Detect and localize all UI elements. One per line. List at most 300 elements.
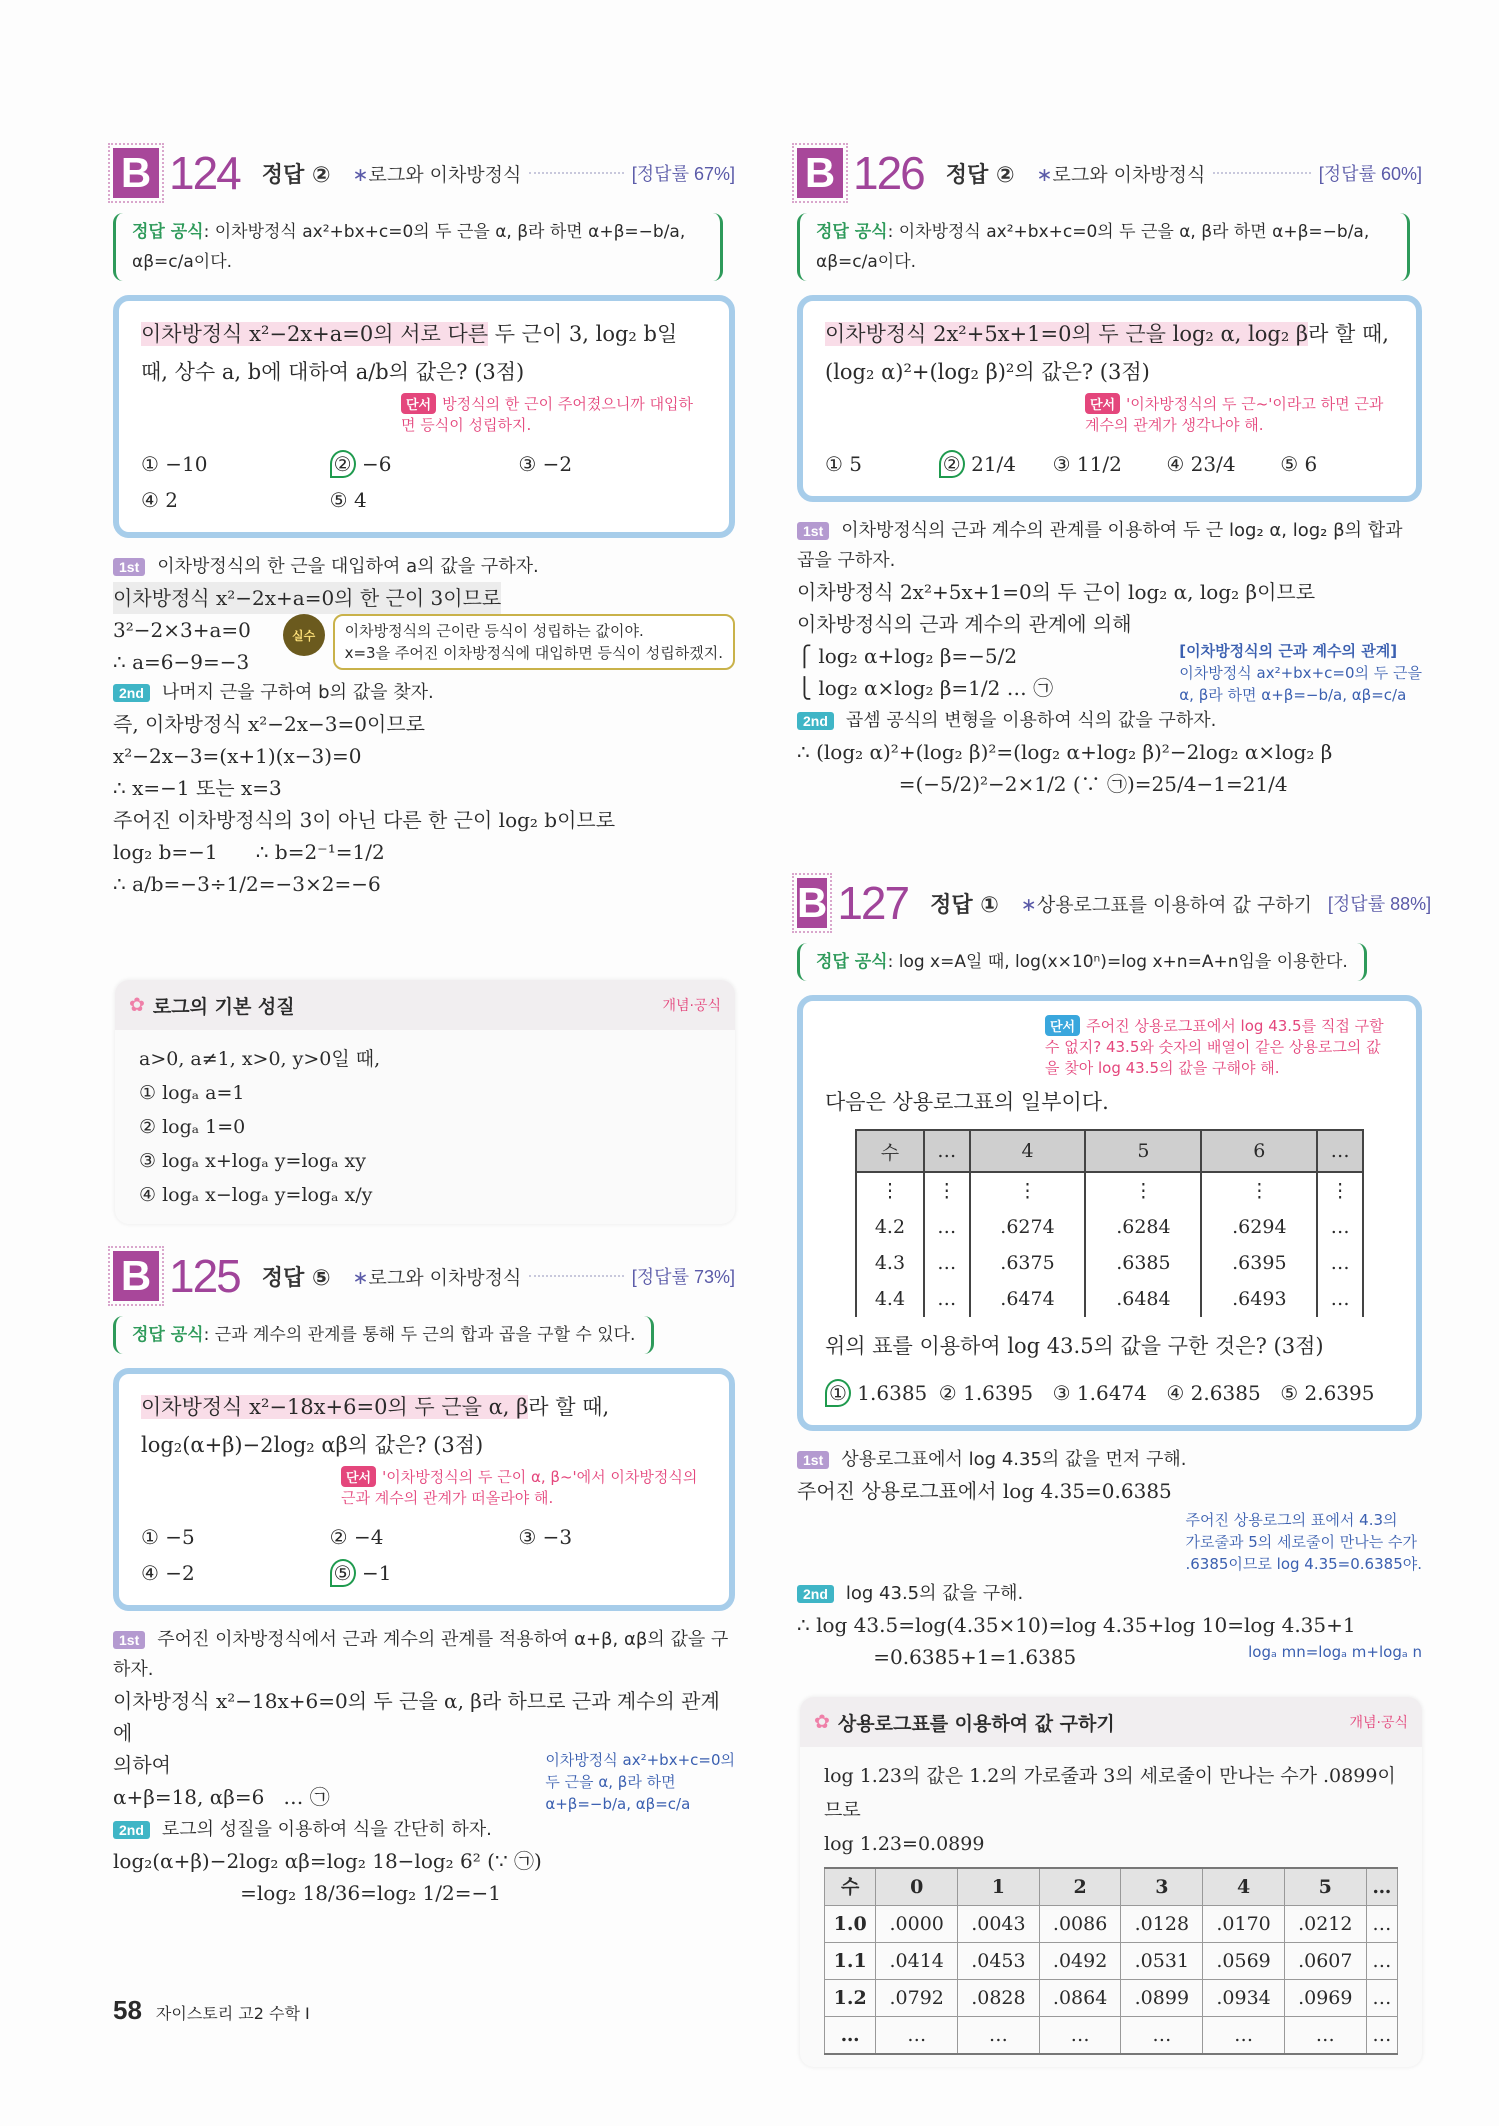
concept-box-common-log-table: [800, 1697, 1422, 2067]
hint-tag: 단서: [1045, 1015, 1080, 1036]
table-cell: .0828: [958, 1980, 1040, 2017]
table-cell: ⋮: [924, 1172, 970, 1209]
side-row: [113, 1749, 735, 1815]
solution-line: 즉, 이차방정식 x²−2x−3=0이므로: [113, 712, 425, 736]
choice-value: −10: [158, 452, 208, 476]
log-table-wrap: [855, 1129, 1364, 1317]
table-row: [856, 1281, 1363, 1317]
choices: [141, 446, 707, 518]
concept-header: [115, 980, 735, 1030]
mistake-callout-wrap: [265, 614, 735, 670]
table-cell: …: [825, 2017, 876, 2055]
correct-rate: [정답률 67%]: [631, 164, 735, 184]
choice-value: 4: [347, 488, 367, 512]
table-cell: 1.1: [825, 1943, 876, 1980]
table-cell: …: [1366, 1980, 1397, 2017]
concept-line: log 1.23의 값은 1.2의 가로줄과 3의 세로줄이 만나는 수가 .0899이므로: [824, 1765, 1396, 1821]
table-row: [856, 1209, 1363, 1245]
dotted-leader: [529, 172, 623, 174]
answer-value: ⑤: [311, 1265, 331, 1291]
table-cell: 4.4: [856, 1281, 924, 1317]
solution-line: 이차방정식 2x²+5x+1=0의 두 근이 log₂ α, log₂ β이므로: [797, 580, 1316, 604]
table-header-cell: 5: [1284, 1868, 1366, 1906]
table-cell: .6375: [970, 1245, 1086, 1281]
answer-value: ②: [995, 162, 1015, 188]
choice-value: −5: [158, 1525, 195, 1549]
formula-label: 정답 공식: [132, 1325, 204, 1345]
hint: [1045, 1015, 1394, 1079]
answer-label-text: 정답: [930, 892, 973, 918]
table-header-cell: 2: [1039, 1868, 1121, 1906]
hint: [1085, 393, 1394, 436]
side-row: [113, 614, 735, 678]
side-note-log-rule: [1248, 1641, 1422, 1663]
table-header-row: [856, 1130, 1363, 1172]
choice-value: 6: [1298, 452, 1318, 476]
formula-label: 정답 공식: [816, 952, 888, 972]
concept-body: [800, 1747, 1422, 2067]
choice-option[interactable]: [1166, 1375, 1280, 1411]
table-cell: .6284: [1085, 1209, 1201, 1245]
side-row-lines: [113, 1749, 330, 1813]
choice-value: 21/4: [964, 452, 1017, 476]
asterisk-icon: ∗: [1020, 893, 1037, 916]
question-text: [141, 1388, 707, 1464]
choice-value: 23/4: [1184, 452, 1236, 476]
choice-option[interactable]: [518, 1519, 707, 1555]
step-heading: [113, 1625, 735, 1685]
choice-value: −1: [355, 1561, 392, 1585]
choice-number: ⑤: [1280, 452, 1299, 476]
table-row: [825, 2017, 1398, 2055]
choice-number: ②: [329, 1525, 348, 1549]
topic-text: 로그와 이차방정식: [368, 163, 522, 186]
hint-text: 주어진 상용로그표에서 log 43.5를 직접 구할 수 없지? 43.5와 숫자의 배열이 같은 상용로그의 값을 찾아 log 43.5의 값을 구해야 해.: [1045, 1017, 1384, 1077]
choice-value: 2: [158, 488, 179, 512]
choices: [825, 1375, 1394, 1411]
step-title: 주어진 이차방정식에서 근과 계수의 관계를 적용하여 α+β, αβ의 값을 구하자.: [113, 1629, 729, 1680]
table-cell: …: [924, 1245, 970, 1281]
side-row: [797, 640, 1422, 706]
step-tag: 1st: [113, 1631, 145, 1649]
table-cell: 4.3: [856, 1245, 924, 1281]
solution-line: ∴ a=6−9=−3: [113, 650, 250, 674]
solution-line: ⎩ log₂ α×log₂ β=1/2 … ㉠: [797, 676, 1054, 700]
asterisk-icon: ∗: [352, 163, 369, 186]
table-row: [825, 1980, 1398, 2017]
step-heading: [113, 678, 735, 708]
choice-number: ⑤: [330, 1559, 356, 1587]
problem-124: [113, 145, 735, 900]
solution-line: log₂(α+β)−2log₂ αβ=log₂ 18−log₂ 6² (∵ ㉠): [113, 1849, 542, 1873]
table-header-cell: 5: [1085, 1130, 1201, 1172]
table-row: [825, 1906, 1398, 1943]
step-tag: 2nd: [113, 1821, 150, 1839]
table-cell: .0000: [876, 1906, 958, 1943]
answer-formula: [113, 213, 723, 281]
choice-value: 5: [842, 452, 863, 476]
topic-text: 로그와 이차방정식: [368, 1266, 522, 1289]
answer-label-text: 정답: [261, 162, 305, 188]
table-header-cell: 4: [1203, 1868, 1285, 1906]
side-note-text: 이차방정식 ax²+bx+c=0의 두 근을 α, β라 하면 α+β=−b/a, αβ=c/a: [1179, 664, 1422, 704]
step-tag: 2nd: [797, 712, 834, 730]
side-row: [797, 1641, 1422, 1673]
step-heading: [797, 516, 1422, 576]
answer-label-text: 정답: [261, 1265, 305, 1291]
side-note: [1185, 1509, 1422, 1575]
table-header-cell: 수: [856, 1130, 924, 1172]
table-header-cell: 4: [970, 1130, 1086, 1172]
table-cell: .0899: [1121, 1980, 1203, 2017]
flower-icon: ✿: [129, 994, 145, 1016]
solution-line: ∴ log 43.5=log(4.35×10)=log 4.35+log 10=log 4.35+1: [797, 1613, 1356, 1637]
table-cell: .6484: [1085, 1281, 1201, 1317]
table-cell: .0934: [1203, 1980, 1285, 2017]
solution-line: α+β=18, αβ=6 … ㉠: [113, 1785, 330, 1809]
question-intro: 다음은 상용로그표의 일부이다.: [825, 1090, 1109, 1114]
hint-text: 방정식의 한 근이 주어졌으니까 대입하면 등식이 성립하지.: [401, 395, 694, 434]
table-row: [856, 1172, 1363, 1209]
choice-option[interactable]: [330, 1519, 519, 1555]
table-header-cell: 0: [876, 1868, 958, 1906]
formula-label: 정답 공식: [132, 222, 204, 242]
table-cell: .0531: [1121, 1943, 1203, 1980]
table-cell: .0043: [958, 1906, 1040, 1943]
hint: [341, 1466, 707, 1509]
table-cell: ⋮: [1317, 1172, 1363, 1209]
solution-line: 의하여: [113, 1753, 171, 1777]
solution-line: =0.6385+1=1.6385: [797, 1645, 1077, 1669]
problem-box: [113, 295, 735, 538]
step-tag: 2nd: [113, 684, 150, 702]
step-tag: 1st: [797, 522, 829, 540]
asterisk-icon: ∗: [352, 1266, 369, 1289]
side-note-title: [이차방정식의 근과 계수의 관계]: [1179, 642, 1398, 660]
table-header-cell: …: [1317, 1130, 1363, 1172]
problem-125: [113, 1248, 735, 1909]
hint: [401, 393, 707, 436]
concept-line: a>0, a≠1, x>0, y>0일 때,: [139, 1048, 381, 1070]
question-highlight: 이차방정식 x²−2x+a=0의 서로 다른: [141, 322, 489, 346]
concept-body: [115, 1030, 735, 1224]
table-cell: …: [1203, 2017, 1285, 2055]
table-cell: .0569: [1203, 1943, 1285, 1980]
mistake-badge-icon: 실수: [283, 614, 325, 656]
question-text: 위의 표를 이용하여 log 43.5의 값을 구한 것은? (3점): [825, 1334, 1324, 1358]
problem-box: [113, 1368, 735, 1611]
choice-option[interactable]: [330, 446, 519, 482]
question-rest: 두 근이 3, log₂ b일 때, 상수 a, b에 대하여 a/b의 값은? (3점): [141, 322, 678, 384]
table-header-cell: 6: [1201, 1130, 1317, 1172]
side-note: [545, 1749, 735, 1815]
answer-formula: [113, 1316, 654, 1354]
step-heading: [797, 1579, 1422, 1609]
table-header-cell: 수: [825, 1868, 876, 1906]
choice-number: ③: [1052, 452, 1071, 476]
topic: [1021, 890, 1312, 917]
table-cell: .0969: [1284, 1980, 1366, 2017]
choice-option[interactable]: [141, 1519, 330, 1555]
choice-option[interactable]: [939, 446, 1053, 482]
formula-text: : 이차방정식 ax²+bx+c=0의 두 근을 α, β라 하면 α+β=−b/a, αβ=c/a이다.: [816, 222, 1370, 272]
answer-label: [262, 158, 331, 189]
choice-option[interactable]: [825, 446, 939, 482]
choice-option[interactable]: [1280, 1375, 1394, 1411]
side-row-lines: [113, 614, 251, 678]
solution: [113, 552, 735, 900]
table-cell: …: [1284, 2017, 1366, 2055]
choice-number: ①: [141, 452, 159, 476]
choices: [141, 1519, 707, 1591]
table-cell: ⋮: [856, 1172, 924, 1209]
answer-value: ①: [980, 892, 999, 918]
table-cell: .0414: [876, 1943, 958, 1980]
table-cell: …: [1039, 2017, 1121, 2055]
step-heading: [797, 706, 1422, 736]
question-rest: 라 할 때, log₂(α+β)−2log₂ αβ의 값은? (3점): [141, 1395, 610, 1457]
table-cell: .0453: [958, 1943, 1040, 1980]
book-title: 자이스토리 고2 수학 Ⅰ: [155, 2004, 310, 2023]
choice-value: −3: [536, 1525, 573, 1549]
question-highlight: 이차방정식 2x²+5x+1=0의 두 근을 log₂ α, log₂ β: [825, 322, 1309, 346]
table-cell: …: [1121, 2017, 1203, 2055]
step-title: 나머지 근을 구하여 b의 값을 찾자.: [161, 682, 434, 703]
side-row-lines: [797, 1641, 1076, 1673]
topic-text: 상용로그표를 이용하여 값 구하기: [1036, 893, 1312, 916]
solution-line: ∴ x=−1 또는 x=3: [113, 776, 282, 800]
question-rest: 라 할 때, (log₂ α)²+(log₂ β)²의 값은? (3점): [825, 322, 1389, 384]
question-text: [825, 315, 1394, 391]
choice-number: ③: [518, 452, 537, 476]
answer-label: [262, 1261, 331, 1292]
table-header-cell: …: [1366, 1868, 1397, 1906]
answer-value: ②: [311, 162, 331, 188]
solution-line: log₂ b=−1 ∴ b=2⁻¹=1/2: [113, 840, 385, 864]
table-row: [825, 1943, 1398, 1980]
formula-label: 정답 공식: [816, 222, 888, 242]
choice-number: ②: [939, 450, 965, 478]
choice-option[interactable]: [1053, 1375, 1167, 1411]
choice-option[interactable]: [330, 1555, 519, 1591]
choice-number: ④: [1166, 452, 1185, 476]
problem-number: 124: [169, 147, 240, 199]
step-tag: 1st: [113, 558, 145, 576]
level-badge: B: [113, 148, 159, 198]
solution: [113, 1625, 735, 1909]
table-header-cell: 3: [1121, 1868, 1203, 1906]
concept-line: log 1.23=0.0899: [824, 1833, 985, 1855]
correct-rate: [정답률 73%]: [631, 1267, 735, 1287]
step-heading: [113, 552, 735, 582]
choice-option[interactable]: [939, 1375, 1053, 1411]
choice-option[interactable]: [141, 446, 330, 482]
choice-value: 1.6474: [1070, 1381, 1147, 1405]
table-cell: …: [1317, 1209, 1363, 1245]
table-cell: .0212: [1284, 1906, 1366, 1943]
page-number: 58: [113, 1995, 142, 2025]
step-tag: 1st: [797, 1451, 829, 1469]
choice-number: ②: [330, 450, 356, 478]
choice-value: −2: [536, 452, 573, 476]
table-cell: …: [1366, 1906, 1397, 1943]
choice-option[interactable]: [825, 1375, 939, 1411]
table-cell: .6395: [1201, 1245, 1317, 1281]
choice-value: −4: [347, 1525, 384, 1549]
choice-value: 1.6385: [850, 1381, 928, 1405]
solution-line: =(−5/2)²−2×1/2 (∵ ㉠)=25/4−1=21/4: [797, 772, 1288, 796]
table-header-cell: …: [924, 1130, 970, 1172]
table-header-cell: 1: [958, 1868, 1040, 1906]
topic: [353, 1263, 522, 1290]
step-heading: [797, 1445, 1422, 1475]
table-cell: .0792: [876, 1980, 958, 2017]
step-heading: [113, 1815, 735, 1845]
level-badge: B: [797, 148, 843, 198]
choice-option[interactable]: [330, 482, 519, 518]
concept-tag: 개념·공식: [1349, 1715, 1408, 1731]
table-cell: .0170: [1203, 1906, 1285, 1943]
table-cell: …: [1366, 2017, 1397, 2055]
choice-option[interactable]: [1053, 446, 1167, 482]
table-header-row: [825, 1868, 1398, 1906]
table-cell: .6493: [1201, 1281, 1317, 1317]
solution-line: ∴ (log₂ α)²+(log₂ β)²=(log₂ α+log₂ β)²−2log₂ α×log₂ β: [797, 740, 1333, 764]
choice-value: 1.6395: [956, 1381, 1034, 1405]
solution-line: 이차방정식의 근과 계수의 관계에 의해: [797, 612, 1132, 636]
step-title: 상용로그표에서 log 4.35의 값을 먼저 구해.: [841, 1449, 1187, 1470]
table-cell: 1.0: [825, 1906, 876, 1943]
choice-value: −6: [355, 452, 392, 476]
concept-line: ④ logₐ x−logₐ y=logₐ x/y: [139, 1184, 373, 1206]
choice-number: ④: [1166, 1381, 1185, 1405]
problem-box: [797, 995, 1422, 1431]
flower-icon: ✿: [814, 1711, 830, 1733]
topic: [1037, 160, 1206, 187]
table-cell: ⋮: [1085, 1172, 1201, 1209]
choice-option[interactable]: [1166, 446, 1280, 482]
table-cell: .0864: [1039, 1980, 1121, 2017]
step-title: 이차방정식의 한 근을 대입하여 a의 값을 구하자.: [157, 556, 539, 577]
dotted-leader: [1213, 172, 1310, 174]
choice-option[interactable]: [141, 482, 330, 518]
topic-text: 로그와 이차방정식: [1052, 163, 1206, 186]
choice-value: −2: [158, 1561, 195, 1585]
formula-text: : 이차방정식 ax²+bx+c=0의 두 근을 α, β라 하면 α+β=−b/a, αβ=c/a이다.: [132, 222, 686, 272]
answer-formula: [797, 943, 1367, 981]
solution-line: 이차방정식 x²−18x+6=0의 두 근을 α, β라 하므로 근과 계수의 관계에: [113, 1689, 720, 1745]
problem-127: [797, 875, 1432, 1673]
solution: [797, 1445, 1422, 1673]
solution-line: ⎧ log₂ α+log₂ β=−5/2: [797, 644, 1018, 668]
correct-rate: [정답률 60%]: [1318, 164, 1422, 184]
choice-option[interactable]: [518, 446, 707, 482]
side-note-text: 주어진 상용로그의 표에서 4.3의 가로줄과 5의 세로줄이 만나는 수가 .6385이므로 log 4.35=0.6385야.: [1185, 1511, 1422, 1573]
hint-text: '이차방정식의 두 근~'이라고 하면 근과 계수의 관계가 생각나야 해.: [1085, 395, 1384, 434]
concept-tag: 개념·공식: [662, 998, 721, 1014]
step-title: 이차방정식의 근과 계수의 관계를 이용하여 두 근 log₂ α, log₂ β의 합과 곱을 구하자.: [797, 520, 1403, 571]
topic: [353, 160, 522, 187]
table-cell: .0128: [1121, 1906, 1203, 1943]
asterisk-icon: ∗: [1036, 163, 1053, 186]
solution-line: x²−2x−3=(x+1)(x−3)=0: [113, 744, 362, 768]
table-cell: .0086: [1039, 1906, 1121, 1943]
choice-number: ④: [141, 488, 159, 512]
table-cell: .6385: [1085, 1245, 1201, 1281]
choice-value: 2.6395: [1298, 1381, 1375, 1405]
table-cell: .0492: [1039, 1943, 1121, 1980]
table-cell: …: [924, 1209, 970, 1245]
choice-number: ②: [938, 1381, 957, 1405]
solution-line: ∴ a/b=−3÷1/2=−3×2=−6: [113, 872, 381, 896]
answer-label-text: 정답: [945, 162, 989, 188]
choice-number: ③: [1052, 1381, 1071, 1405]
choice-number: ①: [825, 1379, 851, 1407]
common-log-table: [824, 1867, 1398, 2055]
table-cell: .6274: [970, 1209, 1086, 1245]
table-cell: ⋮: [1201, 1172, 1317, 1209]
table-cell: …: [876, 2017, 958, 2055]
choice-option[interactable]: [1280, 446, 1394, 482]
step-tag: 2nd: [797, 1585, 834, 1603]
problem-number: 125: [169, 1250, 240, 1302]
choice-value: 2.6385: [1184, 1381, 1261, 1405]
hint-tag: 단서: [1085, 393, 1120, 414]
table-cell: .6474: [970, 1281, 1086, 1317]
table-cell: ⋮: [970, 1172, 1086, 1209]
dotted-leader: [529, 1275, 623, 1277]
step-title: log 43.5의 값을 구해.: [845, 1583, 1024, 1604]
table-cell: 1.2: [825, 1980, 876, 2017]
problem-number: 126: [853, 147, 924, 199]
formula-text: : log x=A일 때, log(x×10ⁿ)=log x+n=A+n임을 이용한다.: [887, 952, 1348, 972]
problem-number: 127: [837, 877, 909, 929]
choice-number: ⑤: [329, 488, 348, 512]
problem-header: [113, 1248, 735, 1304]
table-cell: …: [958, 2017, 1040, 2055]
side-note-text: logₐ mn=logₐ m+logₐ n: [1248, 1643, 1422, 1661]
hint-tag: 단서: [401, 393, 436, 414]
problem-header: [113, 145, 735, 201]
concept-title: 로그의 기본 성질: [152, 995, 295, 1018]
concept-title: 상용로그표를 이용하여 값 구하기: [837, 1712, 1115, 1735]
choice-option[interactable]: [141, 1555, 330, 1591]
choice-number: ⑤: [1280, 1381, 1299, 1405]
concept-header: [800, 1697, 1422, 1747]
choice-number: ①: [825, 452, 843, 476]
level-badge: B: [797, 879, 828, 926]
solution-line: 이차방정식 x²−2x+a=0의 한 근이 3이므로: [113, 582, 501, 614]
table-cell: .0607: [1284, 1943, 1366, 1980]
problem-126: [797, 145, 1422, 800]
solution-line: 주어진 상용로그표에서 log 4.35=0.6385: [797, 1479, 1172, 1503]
page-footer: [113, 1995, 310, 2026]
solution-line: =log₂ 18/36=log₂ 1/2=−1: [113, 1881, 501, 1905]
hint-text: '이차방정식의 두 근이 α, β~'에서 이차방정식의 근과 계수의 관계가 떠올라야 해.: [341, 1468, 698, 1507]
table-cell: …: [1317, 1281, 1363, 1317]
side-row-lines: [797, 640, 1053, 704]
problem-header: [797, 145, 1422, 201]
step-title: 곱셈 공식의 변형을 이용하여 식의 값을 구하자.: [845, 710, 1217, 731]
table-cell: 4.2: [856, 1209, 924, 1245]
concept-line: ③ logₐ x+logₐ y=logₐ xy: [139, 1150, 366, 1172]
table-cell: …: [1366, 1943, 1397, 1980]
choice-number: ③: [518, 1525, 537, 1549]
choice-value: 11/2: [1070, 452, 1122, 476]
common-log-table: [855, 1129, 1364, 1317]
solution: [797, 516, 1422, 800]
answer-label: [946, 158, 1015, 189]
